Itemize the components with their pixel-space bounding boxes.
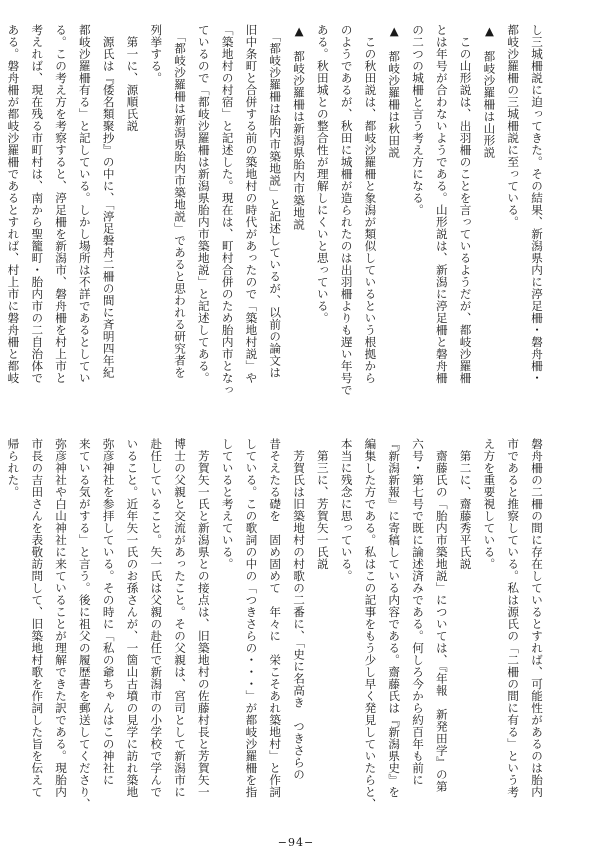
text-line: とは年号が合わないようである。山形説は、新潟に渟足柵と磐舟柵: [434, 24, 449, 384]
text-line: 帰られた。: [6, 438, 21, 498]
text-line: 源氏は『倭名類聚抄』の中に、「渟足磐舟二柵の間に斉明四年紀: [101, 24, 116, 379]
text-line: 第一に、源順氏説: [125, 24, 140, 132]
text-line: いること。近年矢一氏のお孫さんが、一箇山古墳の見学に訪れ築地: [125, 438, 140, 798]
text-line: え方を重要視している。: [482, 438, 497, 570]
text-line: していると考えている。: [220, 438, 235, 570]
text-line: 旧中条町と合併する前の築地村の時代があったので「築地村説」や: [244, 24, 259, 384]
text-line: 博士の父親と交流があったこと。その父親は、宮司として新潟市に: [173, 438, 188, 798]
text-line: ある。磐舟柵が都岐沙羅柵であるとすれば、村上市に磐舟柵と都岐: [6, 24, 21, 384]
text-line: 「都岐沙羅柵は新潟県胎内市築地説」であると思われる研究者を: [173, 24, 188, 379]
text-line: 来ている気がする」と言う。後に祖父の履歴書を郵送してくださり、: [77, 438, 92, 810]
text-line: 「築地村の村宿」と記述した。現在は、町村合併のため胎内市となっ: [220, 24, 235, 396]
text-line: 都岐沙羅柵の三城柵説に至っている。: [506, 24, 521, 228]
text-line: のようであるが、秋田に城柵が造られたのは出羽柵よりも遅い年号で: [339, 24, 354, 396]
text-line: 考えれば、現在残る市町村は、南から聖籠町・胎内市の二自治体で: [30, 24, 45, 384]
page-number: −94−: [277, 836, 315, 849]
text-line: ある。秋田城との整合性が理解しにくいと思っている。: [315, 24, 330, 324]
text-line: 「都岐沙羅柵は胎内市築地説」と記述しているが、以前の論文は: [268, 24, 283, 379]
upper-text-block: [6, 24, 548, 408]
text-line: 芳賀氏は旧築地村の村歌の二番に、「史に名高き つきさらの: [292, 438, 307, 781]
text-line: る。この考え方を考察すると、渟足柵を新潟市、磐舟柵を村上市と: [54, 24, 69, 384]
text-line: 編集した方である。私はこの記事をもう少し早く発見していたらと、: [363, 438, 378, 810]
text-line: 第二に、齋藤秀平氏説: [458, 438, 473, 570]
text-line: ▲ 都岐沙羅柵は秋田説: [387, 24, 402, 159]
text-line: 列挙する。: [149, 24, 164, 84]
text-line: 市長の吉田さんを表敬訪問して、旧築地村歌を作詞した旨を伝えて: [30, 438, 45, 798]
text-line: し三城柵説に迫ってきた。その結果、新潟県内に渟足柵・磐舟柵・: [530, 24, 544, 384]
text-line: [0, 24, 1, 408]
text-line: 昔そえたる礎を 固め固めて 年々に 栄こそあれ築地村」と作詞: [268, 438, 283, 798]
text-line: 齋藤氏の「胎内市築地説」については、『年報 新発田学』の第: [434, 438, 449, 793]
text-line: 『新潟新報』に寄稿している内容である。齋藤氏は『新潟県史』を: [387, 438, 402, 798]
text-line: この山形説は、出羽柵のことを言っているようだが、都岐沙羅柵: [458, 24, 473, 384]
text-line: の二つの城柵と言う考え方になる。: [411, 24, 426, 216]
text-line: 本当に残念に思っている。: [339, 438, 354, 582]
lower-text-block: [6, 438, 548, 830]
text-line: 芳賀矢一氏と新潟県との接点は、旧築地村の佐藤村長と芳賀矢一: [196, 438, 211, 798]
text-line: [0, 438, 1, 830]
text-line: ▲ 都岐沙羅柵は新潟県胎内市築地説: [292, 24, 307, 231]
text-line: 市であると推察している。私は源氏の「二柵の間に有る」という考: [506, 438, 521, 798]
text-line: 六号・第七号で既に論述済みである。何しろ今から約百年も前に: [411, 438, 426, 786]
text-line: ているので「都岐沙羅柵は新潟県胎内市築地説」と記述してある。: [196, 24, 211, 384]
text-line: 第三に、芳賀矢一氏説: [315, 438, 330, 570]
text-line: 弥彦神社を参拝している。その時に「私の爺ちゃんはこの神社に: [101, 438, 116, 786]
text-line: ▲ 都岐沙羅柵は山形説: [482, 24, 497, 159]
text-line: この秋田説は、都岐沙羅柵と象潟が類似しているという根拠から: [363, 24, 378, 384]
text-line: 赴任していること。矢一氏は父親の赴任で新潟市の小学校で学んで: [149, 438, 164, 798]
text-line: 弥彦神社や白山神社に来ていることが理解できた訳である。現胎内: [54, 438, 69, 798]
text-line: 磐舟柵の二柵の間に存在しているとすれば、可能性があるのは胎内: [530, 438, 544, 798]
text-line: している。この歌詞の中の「つきさらの・・・」が都岐沙羅柵を指: [244, 438, 259, 798]
text-line: 都岐沙羅柵有る」と記している。しかし場所は不詳であるとしてい: [77, 24, 92, 384]
